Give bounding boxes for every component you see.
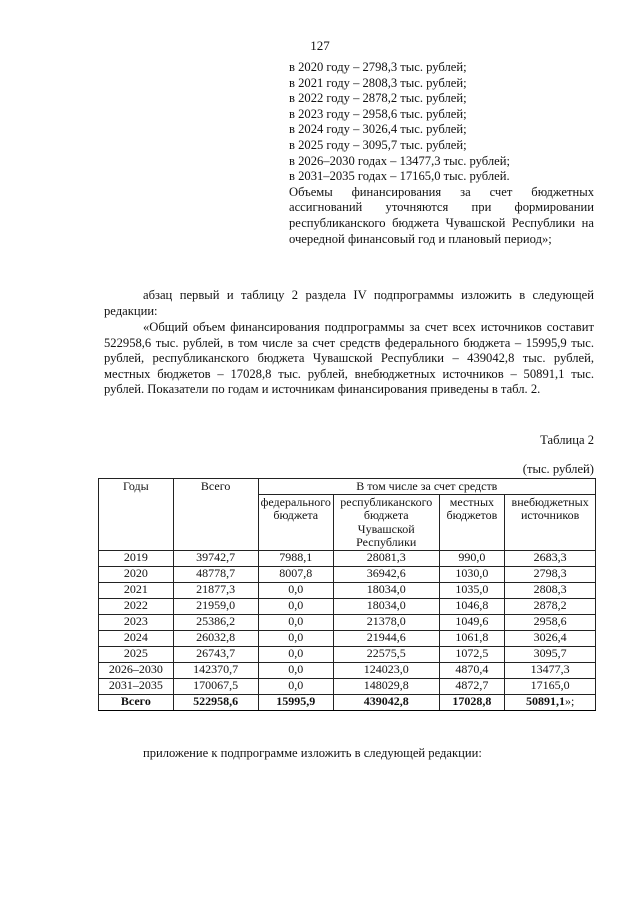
cell-year: Всего <box>99 694 174 710</box>
header-federal: федерального бюджета <box>258 494 333 550</box>
cell-year: 2024 <box>99 630 174 646</box>
cell-year: 2023 <box>99 614 174 630</box>
header-group: В том числе за счет средств <box>258 479 595 495</box>
funding-note: Объемы финансирования за счет бюджетных ассигнований уточняются при формировании республиканского бюджета Чувашской Республики на очередной финансовый год и плановый период»; <box>289 184 594 246</box>
cell-federal: 0,0 <box>258 582 333 598</box>
page-number: 127 <box>310 38 330 53</box>
total-extra-value: 50891,1 <box>525 693 565 708</box>
cell-year: 2021 <box>99 582 174 598</box>
table-row <box>99 678 596 694</box>
financing-table <box>98 478 596 711</box>
header-local: местных бюджетов <box>439 494 505 550</box>
cell-federal: 15995,9 <box>258 694 333 710</box>
cell-total: 48778,7 <box>173 566 258 582</box>
cell-extra: 2683,3 <box>505 550 596 566</box>
table-row <box>99 550 596 566</box>
list-item: в 2020 году – 2798,3 тыс. рублей; <box>289 60 467 74</box>
list-item: в 2026–2030 годах – 13477,3 тыс. рублей; <box>289 153 510 168</box>
cell-total: 26743,7 <box>173 646 258 662</box>
cell-local: 1072,5 <box>439 646 505 662</box>
table-caption: Таблица 2 <box>540 433 594 447</box>
cell-extra: 2878,2 <box>505 598 596 614</box>
table-row <box>99 566 596 582</box>
cell-local: 990,0 <box>439 550 505 566</box>
list-item: в 2021 году – 2808,3 тыс. рублей; <box>289 75 467 90</box>
table-row <box>99 598 596 614</box>
cell-federal: 0,0 <box>258 598 333 614</box>
cell-republican: 18034,0 <box>333 598 439 614</box>
cell-year: 2025 <box>99 646 174 662</box>
cell-republican: 22575,5 <box>333 646 439 662</box>
cell-federal: 0,0 <box>258 630 333 646</box>
cell-republican: 148029,8 <box>333 678 439 694</box>
table-row <box>99 646 596 662</box>
header-republican: республиканского бюджета Чувашской Республики <box>333 494 439 550</box>
list-item: в 2023 году – 2958,6 тыс. рублей; <box>289 106 467 121</box>
financing-paragraph <box>104 320 594 398</box>
cell-total: 21959,0 <box>173 598 258 614</box>
cell-total: 142370,7 <box>173 662 258 678</box>
list-item: в 2022 году – 2878,2 тыс. рублей; <box>289 91 467 106</box>
cell-extra: 2808,3 <box>505 582 596 598</box>
cell-extra: 2958,6 <box>505 614 596 630</box>
amendment-text: абзац первый и таблицу 2 раздела IV подпрограммы изложить в следующей редакции: <box>104 288 594 318</box>
cell-year: 2019 <box>99 550 174 566</box>
cell-federal: 0,0 <box>258 646 333 662</box>
cell-year: 2026–2030 <box>99 662 174 678</box>
list-item: в 2031–2035 годах – 17165,0 тыс. рублей. <box>289 169 510 184</box>
cell-extra: 17165,0 <box>505 678 596 694</box>
funding-list <box>289 60 594 247</box>
header-total: Всего <box>173 479 258 551</box>
list-item: в 2024 году – 3026,4 тыс. рублей; <box>289 122 467 137</box>
cell-republican: 18034,0 <box>333 582 439 598</box>
cell-year: 2031–2035 <box>99 678 174 694</box>
cell-republican: 124023,0 <box>333 662 439 678</box>
cell-year: 2022 <box>99 598 174 614</box>
cell-extra: 13477,3 <box>505 662 596 678</box>
cell-extra: 2798,3 <box>505 566 596 582</box>
cell-republican: 21378,0 <box>333 614 439 630</box>
cell-total: 21877,3 <box>173 582 258 598</box>
cell-local: 1030,0 <box>439 566 505 582</box>
financing-text: «Общий объем финансирования подпрограммы за счет всех источников составит 522958,6 тыс. рублей, в том числе за счет средств федерального бюджета – 15995,9 тыс. рублей, республиканского бюджета Чувашской Республики – 439042,8 тыс. рублей, местных бюджетов – 17028,8 тыс. рублей, внебюджетных источников – 50891,1 тыс. рублей. Показатели по годам и источникам финансирования приведены в табл. 2. <box>104 320 594 397</box>
table-units: (тыс. рублей) <box>522 462 594 476</box>
table-total-row <box>99 694 596 710</box>
amendment-paragraph <box>104 288 594 319</box>
header-years: Годы <box>99 479 174 551</box>
cell-federal: 0,0 <box>258 678 333 694</box>
cell-local: 1046,8 <box>439 598 505 614</box>
header-extra: внебюджетных источников <box>505 494 596 550</box>
cell-local: 17028,8 <box>439 694 505 710</box>
cell-extra <box>505 694 596 710</box>
cell-local: 4872,7 <box>439 678 505 694</box>
cell-federal: 8007,8 <box>258 566 333 582</box>
cell-local: 1061,8 <box>439 630 505 646</box>
cell-total: 170067,5 <box>173 678 258 694</box>
footer-paragraph: приложение к подпрограмме изложить в следующей редакции: <box>143 746 482 760</box>
cell-federal: 0,0 <box>258 662 333 678</box>
table-row <box>99 662 596 678</box>
cell-federal: 7988,1 <box>258 550 333 566</box>
cell-total: 25386,2 <box>173 614 258 630</box>
table-row <box>99 614 596 630</box>
cell-extra: 3026,4 <box>505 630 596 646</box>
table-row <box>99 630 596 646</box>
cell-local: 1035,0 <box>439 582 505 598</box>
cell-extra: 3095,7 <box>505 646 596 662</box>
table-row <box>99 582 596 598</box>
cell-local: 4870,4 <box>439 662 505 678</box>
cell-total: 39742,7 <box>173 550 258 566</box>
cell-republican: 36942,6 <box>333 566 439 582</box>
cell-federal: 0,0 <box>258 614 333 630</box>
cell-total: 26032,8 <box>173 630 258 646</box>
cell-total: 522958,6 <box>173 694 258 710</box>
cell-republican: 28081,3 <box>333 550 439 566</box>
list-item: в 2025 году – 3095,7 тыс. рублей; <box>289 137 467 152</box>
cell-republican: 439042,8 <box>333 694 439 710</box>
cell-year: 2020 <box>99 566 174 582</box>
cell-local: 1049,6 <box>439 614 505 630</box>
closing-quote: »; <box>564 693 575 708</box>
cell-republican: 21944,6 <box>333 630 439 646</box>
